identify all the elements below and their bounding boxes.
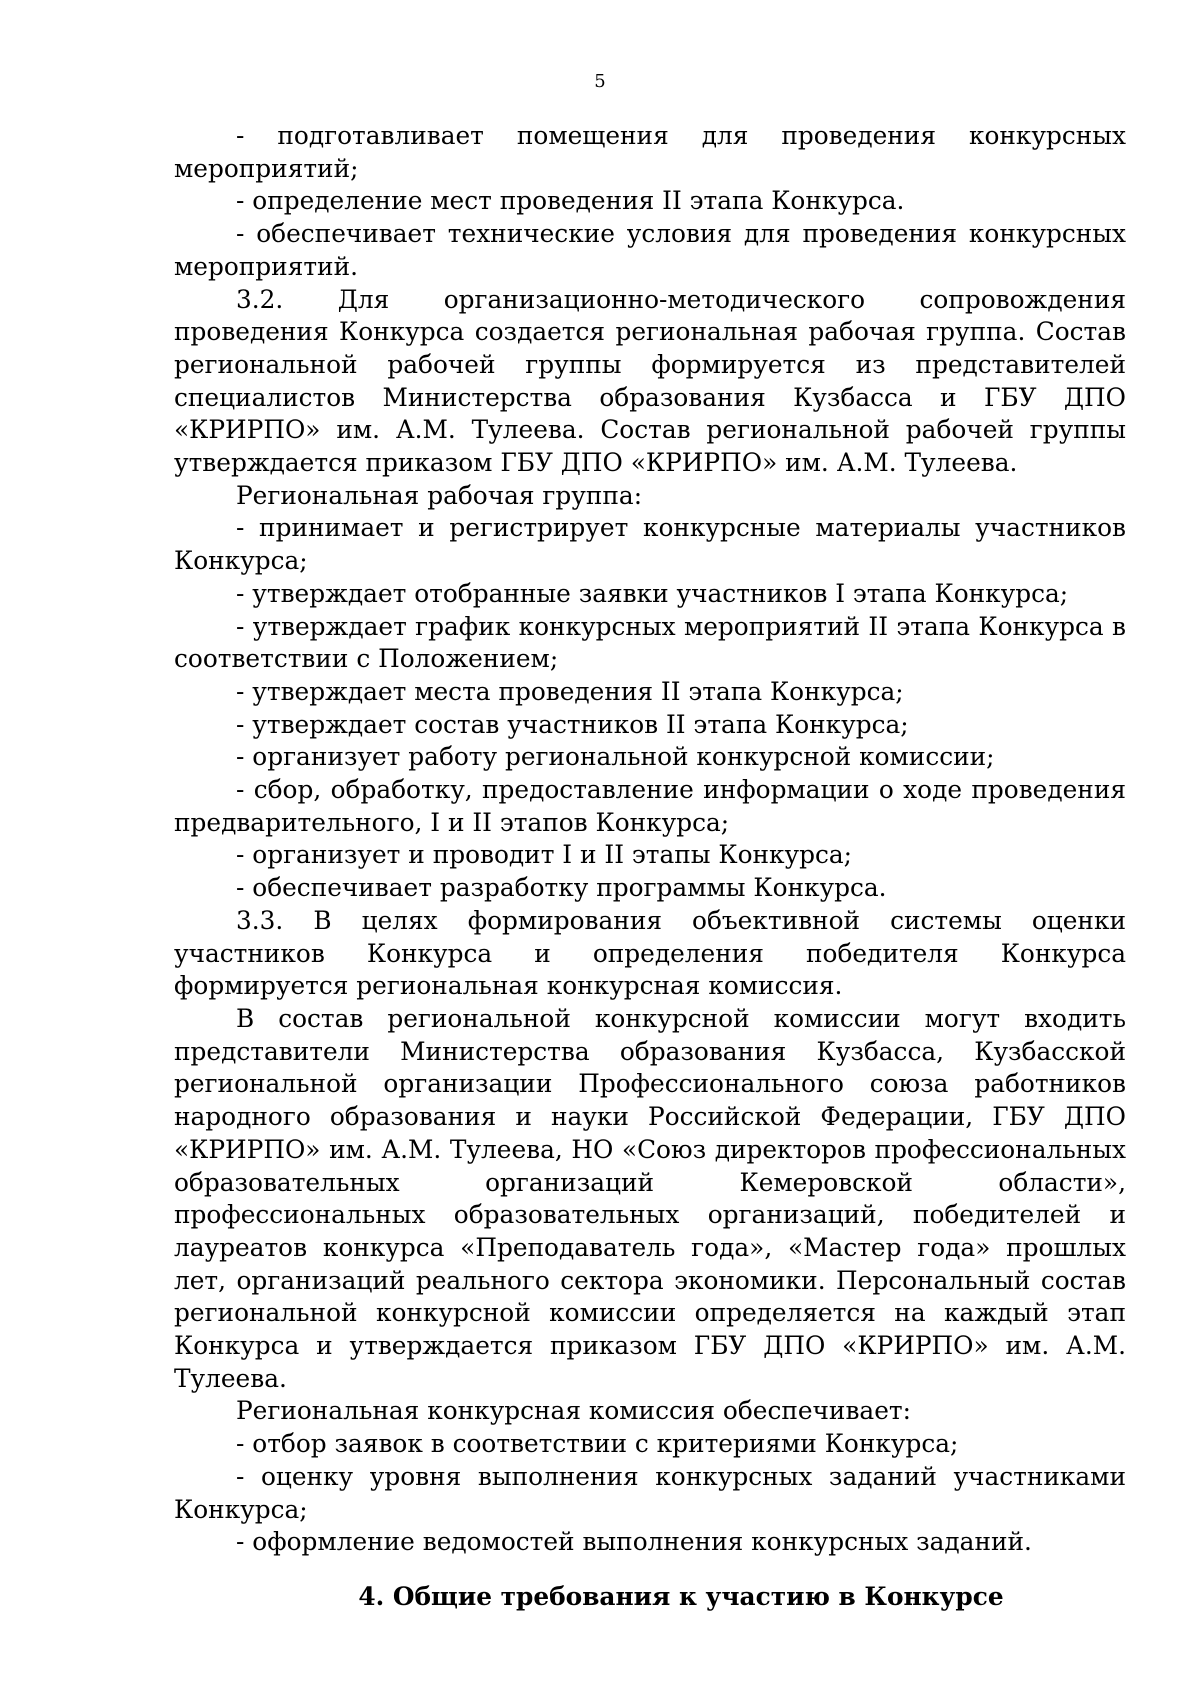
paragraph: - определение мест проведения II этапа Конкурса.: [236, 186, 905, 216]
document-body: [174, 120, 1126, 1614]
paragraph: - организует и проводит I и II этапы Конкурса;: [236, 840, 853, 870]
paragraph: - утверждает состав участников II этапа Конкурса;: [236, 709, 909, 739]
paragraph: - сбор, обработку, предоставление информации о ходе проведения предварительного, I и II этапов Конкурса;: [174, 775, 1126, 837]
paragraph: - утверждает график конкурсных мероприятий II этапа Конкурса в соответствии с Положением;: [174, 611, 1126, 674]
paragraph: - обеспечивает технические условия для проведения конкурсных мероприятий.: [174, 219, 1126, 281]
paragraph: - отбор заявок в соответствии с критериями Конкурса;: [236, 1429, 959, 1459]
paragraph: 3.2. Для организационно-методического сопровождения проведения Конкурса создается региональная рабочая группа. Состав региональной рабочей группы формируется из представителей специалистов Министерства образования Кузбасса и ГБУ ДПО «КРИРПО» им. А.М. Тулеева. Состав региональной рабочей группы утверждается приказом ГБУ ДПО «КРИРПО» им. А.М. Тулеева.: [174, 284, 1126, 478]
paragraph: - оформление ведомостей выполнения конкурсных заданий.: [236, 1527, 1032, 1557]
page-number: 5: [594, 71, 606, 92]
paragraph: - подготавливает помещения для проведения конкурсных мероприятий;: [174, 121, 1126, 183]
paragraph: - организует работу региональной конкурсной комиссии;: [236, 742, 995, 772]
paragraph: В состав региональной конкурсной комиссии могут входить представители Министерства образования Кузбасса, Кузбасской региональной организации Профессионального союза работников народного образования и науки Российской Федерации, ГБУ ДПО «КРИРПО» им. А.М. Тулеева, НО «Союз директоров профессиональных образовательных организаций Кемеровской области», профессиональных образовательных организаций, победителей и лауреатов конкурса «Преподаватель года», «Мастер года» прошлых лет, организаций реального сектора экономики. Персональный состав региональной конкурсной комиссии определяется на каждый этап Конкурса и утверждается приказом ГБУ ДПО «КРИРПО» им. А.М. Тулеева.: [174, 1003, 1126, 1393]
paragraph: Региональная рабочая группа:: [236, 480, 643, 510]
paragraph: Региональная конкурсная комиссия обеспечивает:: [236, 1396, 911, 1426]
section-heading: 4. Общие требования к участию в Конкурсе: [358, 1581, 1004, 1611]
paragraph: - оценку уровня выполнения конкурсных заданий участниками Конкурса;: [174, 1461, 1126, 1524]
paragraph: - принимает и регистрирует конкурсные материалы участников Конкурса;: [174, 513, 1126, 576]
paragraph: - обеспечивает разработку программы Конкурса.: [236, 873, 887, 903]
paragraph: 3.3. В целях формирования объективной системы оценки участников Конкурса и определения победителя Конкурса формируется региональная конкурсная комиссия.: [174, 905, 1126, 1001]
paragraph: - утверждает отобранные заявки участников I этапа Конкурса;: [236, 578, 1069, 608]
paragraph: - утверждает места проведения II этапа Конкурса;: [236, 676, 904, 706]
